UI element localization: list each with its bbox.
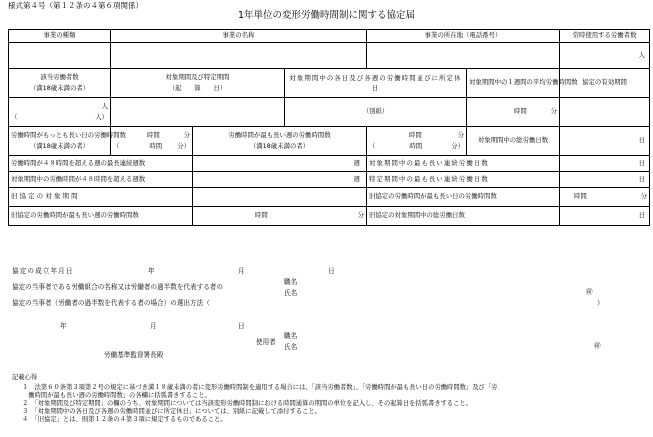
unit-day: 日 xyxy=(638,174,645,183)
note-line: ４ 「旧協定」とは、則第１２条の４第３項に規定するものであること。 xyxy=(22,416,227,423)
header-validity: 協定の有効期間 xyxy=(560,69,650,98)
header-longest-week-label: 労働時間が最も長い週の労働時間数 xyxy=(228,130,331,139)
period-field[interactable] xyxy=(111,98,285,127)
addressee: 労働基準監督署長殿 xyxy=(104,351,164,359)
notes-title: 記載心得 xyxy=(12,374,38,381)
employees-field[interactable] xyxy=(560,43,650,69)
header-business-type: 事業の種類 xyxy=(9,30,111,43)
header-total-days: 対象期間中の総労働日数 xyxy=(467,127,560,156)
location-field[interactable] xyxy=(367,43,560,69)
unit-day: 日 xyxy=(638,158,645,167)
business-type-field[interactable] xyxy=(9,43,111,69)
paren-open: （ xyxy=(369,142,376,150)
note-line: １ 法第６０条第３項第２号の規定に基づき満１８歳未満の者に変形労働時間制を適用する場合には、「該当労働者数」、「労働時間が最も長い日の労働時間数」及び「労 xyxy=(22,384,498,391)
validity-field[interactable] xyxy=(560,98,650,127)
header-calendar: 対象期間中の各日及び各週の労働時間並びに所定休日 xyxy=(285,69,467,98)
unit-hour: 時間 xyxy=(147,130,160,139)
unit-week: 週 xyxy=(353,158,360,167)
business-name-field[interactable] xyxy=(111,43,367,69)
header-prev-total-days: 旧協定の対象期間中の総労働日数 xyxy=(367,207,560,226)
header-prev-period: 旧協定の対象期間 xyxy=(9,188,193,207)
agreement-date-label: 協定の成立年月日 xyxy=(12,267,74,275)
unit-minute: 分 xyxy=(457,130,465,139)
separate-sheet-label: （別紙） xyxy=(362,107,389,116)
header-longest-day xyxy=(9,127,127,156)
paren-open: （ xyxy=(11,113,18,121)
agreement-month: 月 xyxy=(238,267,245,275)
agreement-year: 年 xyxy=(148,267,155,275)
unit-minute-minors: 分） xyxy=(451,142,465,150)
header-location: 事業の所在地（電話番号） xyxy=(367,30,560,43)
unit-day: 日 xyxy=(638,211,645,220)
paren-open: （ xyxy=(113,142,120,150)
header-max-consec-days: 対象期間中の最も長い連続労働日数 xyxy=(367,156,560,172)
calendar-field[interactable] xyxy=(285,98,467,127)
header-longest-week-minors: （満18歳未満の者） xyxy=(249,142,310,150)
max-consec-days-field[interactable] xyxy=(560,156,650,172)
avg-weekly-field[interactable] xyxy=(467,98,560,127)
employer-label: 使用者 xyxy=(256,338,276,346)
header-avg-weekly: 対象期間中の１週間の平均労働時間数 xyxy=(467,69,560,98)
header-longest-week xyxy=(193,127,367,156)
union-seal-icon: ㊞ xyxy=(586,288,593,296)
unit-minute: 分 xyxy=(640,192,648,201)
max-consec-days-special-field[interactable] xyxy=(560,172,650,188)
unit-hour: 時間 xyxy=(409,130,422,139)
note-line: ２ 「対象期間及び特定期間」の欄のうち、対象期間については当該変形労働時間制における時間通算の期間の単位を記入し、その起算日を括弧書きすること。 xyxy=(22,400,473,407)
employer-title-label: 職名 xyxy=(284,332,298,340)
majority-method-line: 協定の当事者（労働者の過半数を代表する者の場合）の選出方法（ xyxy=(12,299,210,307)
submission-day: 日 xyxy=(238,322,245,330)
submission-month: 月 xyxy=(150,322,157,330)
header-period-start: （起 算 日） xyxy=(168,84,227,92)
header-prev-longest-day: 旧協定の労働時間が最も長い日の労働時間数 xyxy=(367,188,560,207)
header-prev-longest-week: 旧協定の労働時間が最も長い週の労働時間数 xyxy=(9,207,193,226)
header-covered-workers xyxy=(9,69,111,98)
unit-hour: 時間 xyxy=(409,142,423,150)
unit-day: 日 xyxy=(638,136,645,145)
agreement-day: 日 xyxy=(328,267,335,275)
header-period-label: 対象期間及び特定期間 xyxy=(165,72,230,81)
header-covered-workers-label: 該当労働者数 xyxy=(40,72,79,81)
covered-workers-field[interactable] xyxy=(9,98,111,127)
header-max-consec-days-special: 特定期間中の最も長い連続労働日数 xyxy=(367,172,560,188)
note-line: 働時間が最も長い週の労働時間数」の各欄に括弧書きすること。 xyxy=(22,392,211,399)
majority-close-paren: ） xyxy=(597,299,604,307)
agreement-table xyxy=(8,29,650,226)
header-business-name: 事業の名称 xyxy=(111,30,367,43)
employer-name-label: 氏名 xyxy=(284,343,298,351)
prev-period-field[interactable] xyxy=(193,188,367,207)
employer-seal-icon: ㊞ xyxy=(594,342,601,350)
longest-week-field[interactable] xyxy=(367,127,467,156)
header-consec-weeks-48: 労働時間が４８時間を超える週の最長連続週数 xyxy=(9,156,193,172)
unit-hour: 時間 xyxy=(255,211,268,220)
weeks-48-field[interactable] xyxy=(193,172,367,188)
union-name-label: 氏名 xyxy=(284,289,298,297)
header-longest-day-label: 労働時間がもっとも長い日の労働時間数 xyxy=(11,130,127,139)
unit-hour: 時間 xyxy=(574,192,587,201)
header-covered-minors: （満18歳未満の者） xyxy=(29,84,90,92)
unit-minute: 分 xyxy=(550,107,558,116)
form-number: 様式第４号（第１２条の４第６項関係） xyxy=(8,1,143,10)
unit-week: 週 xyxy=(353,174,360,183)
prev-total-days-field[interactable] xyxy=(560,207,650,226)
note-line: ３ 「対象期間中の各日及び各週の労働時間並びに所定休日」については、別紙に記載して添付すること。 xyxy=(22,408,321,415)
unit-person-minors: 人） xyxy=(95,113,108,121)
header-employees: 常時使用する労働者数 xyxy=(560,30,650,43)
unit-minute: 分 xyxy=(183,130,190,139)
unit-minute: 分 xyxy=(357,211,365,220)
header-longest-day-minors: （満18歳未満の者） xyxy=(29,142,90,150)
prev-longest-day-field[interactable] xyxy=(560,188,650,207)
union-title-label: 職名 xyxy=(284,278,298,286)
consec-weeks-48-field[interactable] xyxy=(193,156,367,172)
unit-hour: 時間 xyxy=(514,107,527,116)
total-days-field[interactable] xyxy=(560,127,650,156)
header-weeks-48: 対象期間中の労働時間が４８時間を超える週数 xyxy=(9,172,193,188)
unit-person-2: 人 xyxy=(101,101,108,110)
document-title: 1年単位の変形労働時間制に関する協定届 xyxy=(237,10,416,21)
union-line: 協定の当事者である労働組合の名称又は労働者の過半数を代表する者の xyxy=(12,283,223,291)
unit-hour: 時間 xyxy=(149,142,163,150)
header-period xyxy=(111,69,285,98)
prev-longest-week-field[interactable] xyxy=(193,207,367,226)
submission-year: 年 xyxy=(60,322,67,330)
unit-person: 人 xyxy=(638,50,645,59)
unit-minute-minors: 分） xyxy=(177,142,190,150)
